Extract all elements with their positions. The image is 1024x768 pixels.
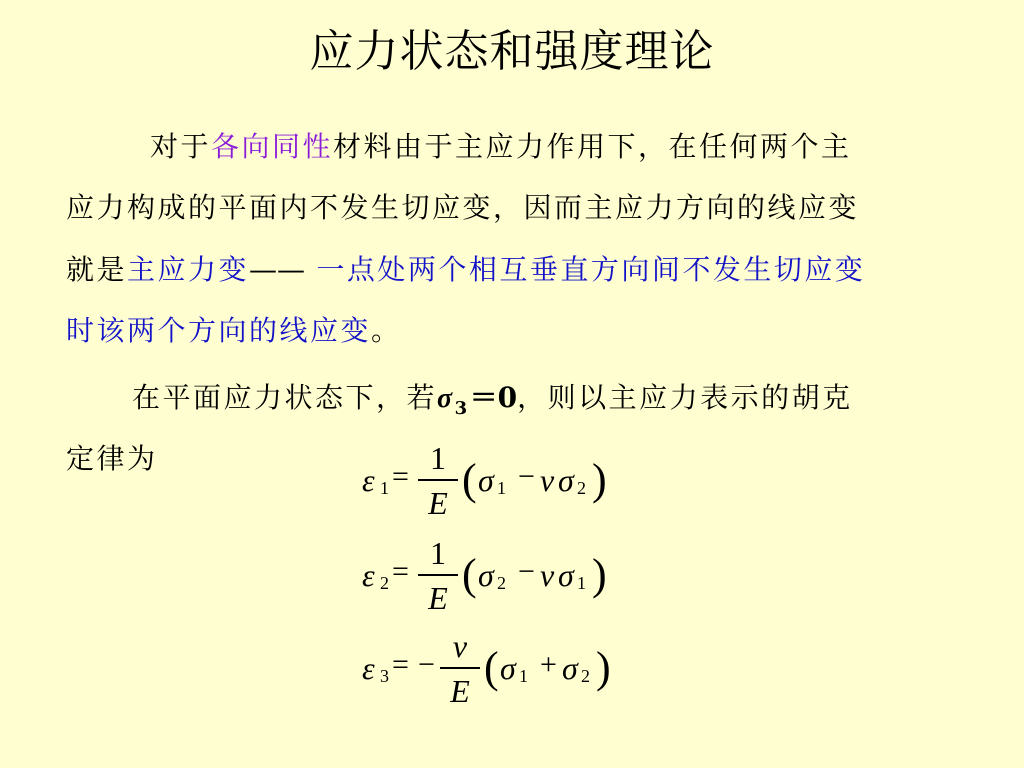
equals-sign: = <box>392 648 409 681</box>
sigma-symbol: σ <box>437 383 455 414</box>
definition-text: 一点处两个相互垂直方向间不发生切应变 <box>305 253 866 286</box>
operator: − <box>518 555 535 588</box>
sigma-symbol: σ <box>500 650 516 686</box>
para1-text: 材料由于主应力作用下，在任何两个主 <box>333 130 852 163</box>
sigma-subscript: 1 <box>519 666 528 686</box>
highlight-isotropic: 各向同性 <box>211 130 334 163</box>
operator: − <box>518 460 535 493</box>
epsilon-subscript: 2 <box>380 573 389 593</box>
para2-line2: 定律为 <box>66 442 158 475</box>
period: 。 <box>371 314 402 347</box>
para1-line2: 应力构成的平面内不发生切应变，因而主应力方向的线应变 <box>66 191 860 224</box>
left-paren: ( <box>462 550 477 599</box>
epsilon-symbol: ε <box>362 557 375 593</box>
sigma-symbol: σ <box>562 650 578 686</box>
fraction-denominator: E <box>428 485 448 521</box>
fraction-numerator: 1 <box>430 440 446 476</box>
highlight-principal-strain: 主应力变 <box>127 253 250 286</box>
fraction <box>418 535 458 617</box>
equation <box>360 535 660 625</box>
sigma-subscript: 2 <box>497 573 506 593</box>
equals-sign: = <box>392 555 409 588</box>
epsilon-subscript: 1 <box>380 478 389 498</box>
epsilon-subscript: 3 <box>380 666 389 686</box>
left-paren: ( <box>484 643 499 692</box>
sigma-subscript: 1 <box>577 573 586 593</box>
right-paren: ) <box>592 455 607 504</box>
epsilon-symbol: ε <box>362 650 375 686</box>
fraction-numerator: 1 <box>430 535 446 571</box>
equals-sign: = <box>392 460 409 493</box>
fraction-denominator: E <box>450 673 470 709</box>
para1-text: 对于 <box>150 130 212 163</box>
sigma-subscript: 1 <box>497 478 506 498</box>
fraction <box>418 440 458 522</box>
fraction <box>440 628 480 710</box>
right-paren: ) <box>592 550 607 599</box>
para2-text: ，则以主应力表示的胡克 <box>517 381 853 414</box>
fraction-bar <box>418 574 458 576</box>
sigma-symbol: σ <box>558 557 574 593</box>
sigma-symbol: σ <box>558 462 574 498</box>
left-paren: ( <box>462 455 477 504</box>
para1-line4 <box>66 311 402 351</box>
epsilon-symbol: ε <box>362 462 375 498</box>
para2-text: 在平面应力状态下，若 <box>132 381 438 414</box>
equals-zero: ＝0 <box>469 381 518 414</box>
nu-symbol: ν <box>540 462 555 498</box>
sigma-subscript: 2 <box>577 478 586 498</box>
sigma-symbol: σ <box>478 557 494 593</box>
right-paren: ) <box>596 643 611 692</box>
minus-sign: − <box>418 648 435 681</box>
slide-title: 应力状态和强度理论 <box>309 26 715 77</box>
para2-line1 <box>132 378 853 429</box>
fraction-numerator: ν <box>452 628 468 664</box>
sigma-symbol: σ <box>478 462 494 498</box>
fraction-bar <box>440 667 480 669</box>
sigma-subscript: 3 <box>454 398 470 419</box>
equation <box>360 628 660 718</box>
nu-symbol: ν <box>540 557 555 593</box>
definition-text: 时该两个方向的线应变 <box>66 314 372 347</box>
sigma-subscript: 2 <box>581 666 590 686</box>
para1-line3 <box>66 250 865 290</box>
fraction-denominator: E <box>428 580 448 616</box>
dash: —— <box>249 253 306 286</box>
operator: + <box>540 648 557 681</box>
para1-line1 <box>150 127 852 167</box>
para1-text: 就是 <box>66 253 128 286</box>
fraction-bar <box>418 479 458 481</box>
equation <box>360 440 660 530</box>
